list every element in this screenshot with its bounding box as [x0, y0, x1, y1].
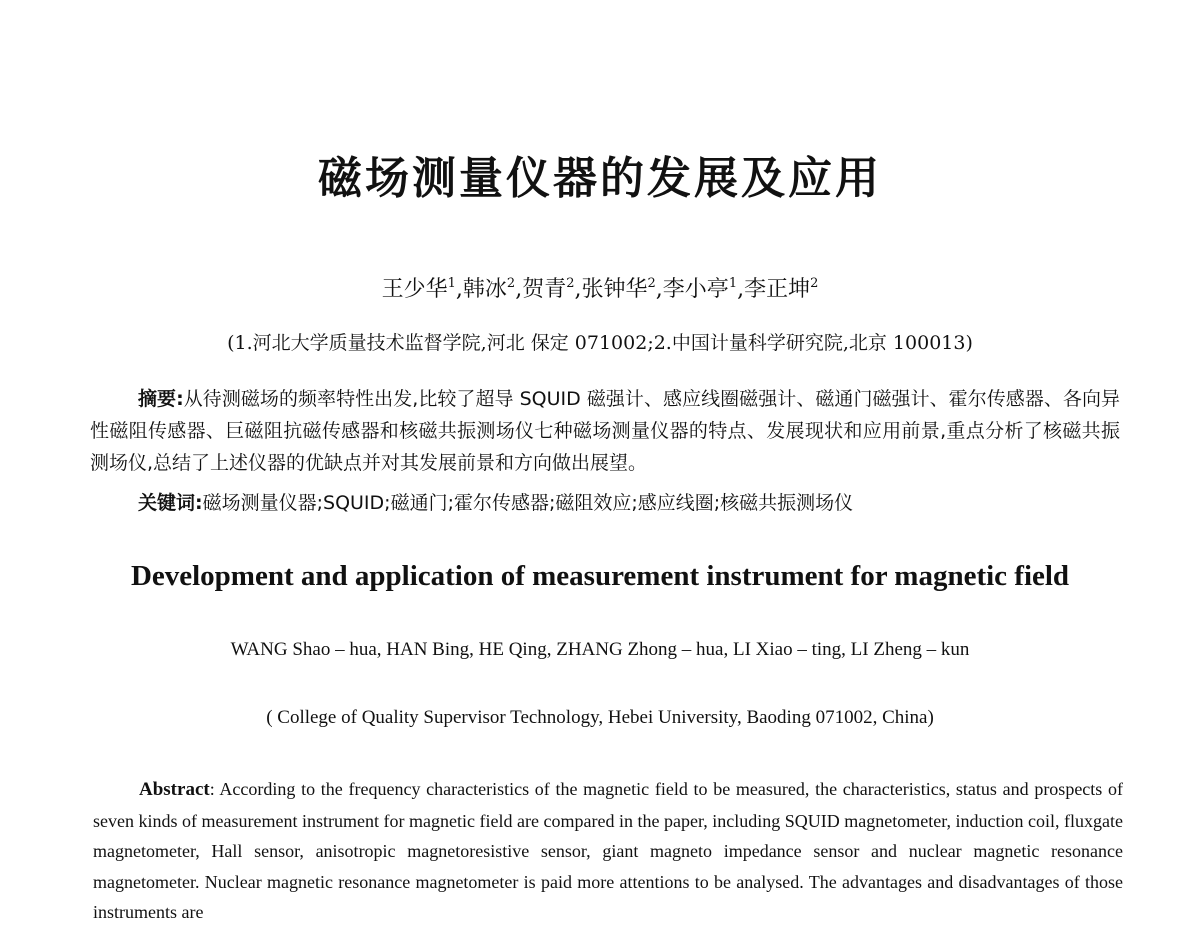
chinese-abstract	[90, 383, 1120, 479]
english-affiliation: ( College of Quality Supervisor Technology, Hebei University, Baoding 071002, China)	[266, 707, 934, 728]
english-abstract-label: Abstract	[139, 779, 210, 800]
chinese-authors	[0, 272, 1200, 303]
chinese-title: 磁场测量仪器的发展及应用	[318, 153, 882, 204]
english-title: Development and application of measurement instrument for magnetic field	[130, 560, 1070, 592]
author-1: 韩冰$^2$,	[462, 276, 523, 302]
english-abstract	[93, 774, 1123, 928]
chinese-keywords	[138, 489, 1128, 517]
chinese-keywords-label: 关键词:	[138, 492, 203, 514]
chinese-abstract-text: 从待测磁场的频率特性出发,比较了超导 SQUID 磁强计、感应线圈磁强计、磁通门磁强计、霍尔传感器、各向异性磁阻传感器、巨磁阻抗磁传感器和核磁共振测场仪七种磁场测量仪器的特点、发展现状和应用前景,重点分析了核磁共振测场仪,总结了上述仪器的优缺点并对其发展前景和方向做出展望。	[90, 388, 1120, 474]
english-abstract-colon: :	[209, 779, 220, 799]
author-3: 张钟华$^2$,	[581, 276, 663, 302]
english-abstract-text: According to the frequency characteristics of the magnetic field to be measured, the characteristics, status and prospects of seven kinds of measurement instrument for magnetic field are compared in the paper, including SQUID magnetometer, induction coil, fluxgate magnetometer, Hall sensor, anisotropic magnetoresistive sensor, giant magneto impedance sensor and nuclear magnetic resonance magnetometer. Nuclear magnetic resonance magnetometer is paid more attentions to be analysed. The advantages and disadvantages of those instruments are	[93, 779, 1123, 922]
english-authors: WANG Shao – hua, HAN Bing, HE Qing, ZHANG Zhong – hua, LI Xiao – ting, LI Zheng – kun	[230, 639, 970, 660]
chinese-keywords-text: 磁场测量仪器;SQUID;磁通门;霍尔传感器;磁阻效应;感应线圈;核磁共振测场仪	[202, 492, 854, 514]
author-4: 李小亭$^1$,	[662, 276, 745, 302]
author-0: 王少华$^1$,	[381, 276, 463, 302]
author-2: 贺青$^2$,	[522, 276, 582, 302]
chinese-affiliation: (1.河北大学质量技术监督学院,河北 保定 071002;2.中国计量科学研究院,北京 100013)	[227, 332, 973, 354]
author-5: 李正坤$^2$	[744, 276, 819, 302]
chinese-abstract-label: 摘要:	[138, 388, 184, 410]
